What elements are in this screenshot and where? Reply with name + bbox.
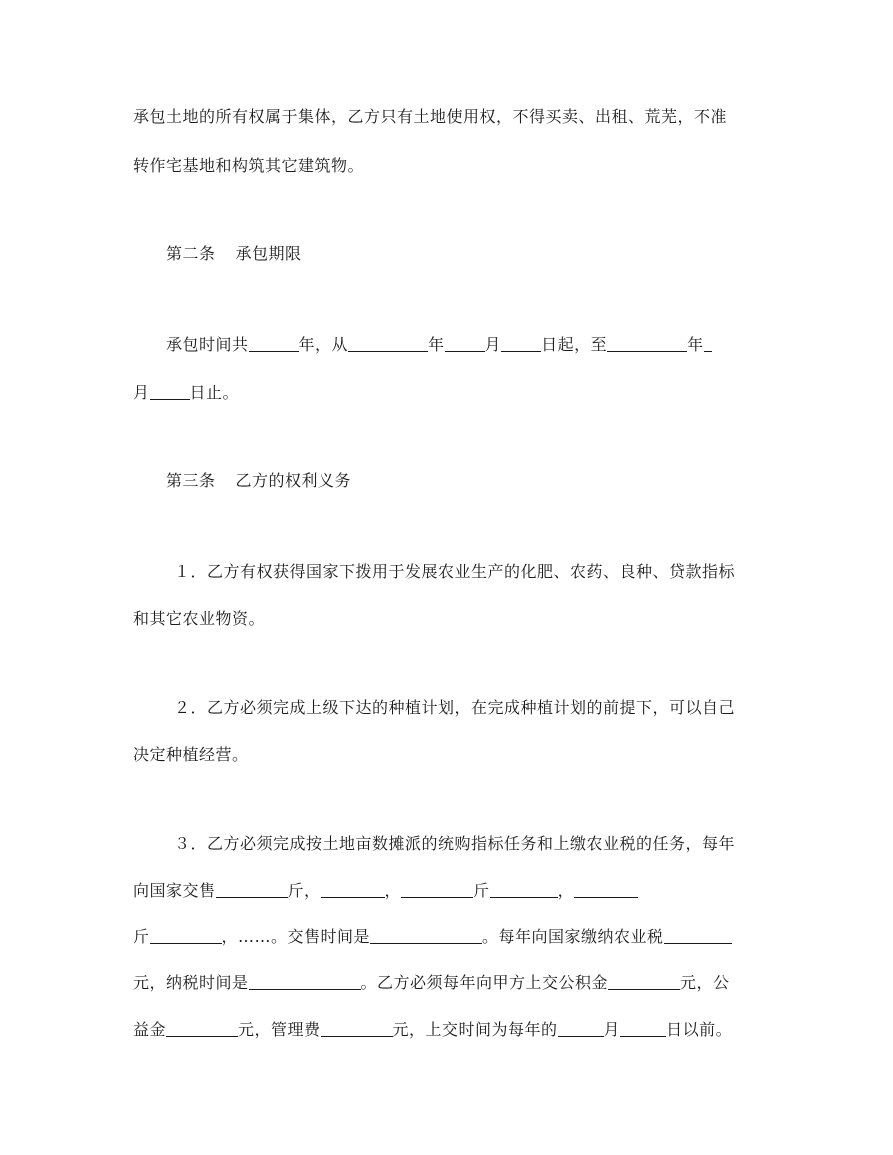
blank-total-years[interactable]	[249, 335, 299, 352]
blank-sale-quantity-3[interactable]	[574, 881, 638, 898]
item-3-text: 斤	[473, 881, 490, 900]
blank-sale-time[interactable]	[370, 927, 482, 944]
paragraph-ownership-line-2: 转作宅基地和构筑其它建筑物。	[133, 156, 365, 175]
item-3-line-5	[133, 1019, 732, 1041]
item-1-line-1: １．乙方有权获得国家下拨用于发展农业生产的化肥、农药、良种、贷款指标	[174, 562, 736, 581]
blank-payment-month[interactable]	[558, 1020, 604, 1037]
blank-sale-crop-1[interactable]	[321, 881, 385, 898]
item-3-text: 斤	[133, 927, 150, 946]
item-3-text: 益金	[133, 1020, 167, 1039]
article-3-title: 乙方的权利义务	[235, 471, 352, 490]
blank-start-month[interactable]	[445, 335, 485, 352]
item-3-text: ，	[557, 881, 575, 900]
item-3-text: 元，上交时间为每年的	[392, 1020, 558, 1039]
blank-start-year[interactable]	[348, 335, 428, 352]
blank-end-year-tail[interactable]	[704, 335, 712, 352]
item-3-text: 斤，	[287, 881, 321, 900]
paragraph-ownership-line-1: 承包土地的所有权属于集体，乙方只有土地使用权，不得买卖、出租、荒芜，不准	[133, 107, 728, 126]
item-3-text: 向国家交售	[133, 881, 216, 900]
term-text: 日起，至	[541, 335, 608, 354]
item-3-line-1: ３．乙方必须完成按土地亩数摊派的统购指标任务和上缴农业税的任务，每年	[174, 834, 736, 853]
item-3-text: ，……。交售时间是	[221, 927, 371, 946]
item-3-line-4	[133, 972, 730, 994]
term-text: 月	[484, 335, 502, 354]
item-3-text: 日以前。	[666, 1020, 733, 1039]
article-3-label: 第三条	[166, 471, 216, 490]
blank-tax-time[interactable]	[249, 973, 361, 990]
item-3-text: 月	[603, 1020, 621, 1039]
article-2-heading	[166, 243, 302, 265]
item-3-text: 。每年向国家缴纳农业税	[482, 927, 664, 946]
blank-sale-crop-3[interactable]	[150, 927, 222, 944]
term-period-line-2	[133, 382, 239, 404]
item-3-line-2	[133, 880, 638, 902]
blank-sale-quantity-1[interactable]	[216, 881, 288, 898]
blank-welfare-fund[interactable]	[166, 1020, 238, 1037]
blank-end-year[interactable]	[607, 335, 687, 352]
item-3-text: 元，纳税时间是	[133, 973, 249, 992]
blank-agricultural-tax[interactable]	[664, 927, 732, 944]
blank-sale-quantity-2[interactable]	[401, 881, 473, 898]
blank-end-day[interactable]	[150, 383, 190, 400]
blank-sale-crop-2[interactable]	[490, 881, 558, 898]
term-text: 月	[133, 383, 150, 402]
term-text: 日止。	[189, 383, 240, 402]
item-3-text: 元，公	[680, 973, 730, 992]
item-3-text: ，	[384, 881, 402, 900]
blank-start-day[interactable]	[501, 335, 541, 352]
item-3-line-3	[133, 926, 732, 948]
item-2-line-1: ２．乙方必须完成上级下达的种植计划，在完成种植计划的前提下，可以自己	[174, 698, 736, 717]
blank-payment-day[interactable]	[620, 1020, 666, 1037]
term-text: 年，从	[298, 335, 349, 354]
term-text: 年	[687, 335, 704, 354]
item-3-text: 。乙方必须每年向甲方上交公积金	[360, 973, 609, 992]
blank-management-fee[interactable]	[321, 1020, 393, 1037]
term-text: 年	[428, 335, 445, 354]
item-1-line-2: 和其它农业物资。	[133, 609, 266, 628]
blank-provident-fund[interactable]	[608, 973, 680, 990]
term-period-line-1	[166, 334, 712, 356]
term-text: 承包时间共	[166, 335, 249, 354]
item-2-line-2: 决定种植经营。	[133, 745, 249, 764]
article-2-label: 第二条	[166, 244, 216, 263]
item-3-text: 元，管理费	[238, 1020, 321, 1039]
article-2-title: 承包期限	[235, 244, 302, 263]
article-3-heading	[166, 470, 351, 492]
